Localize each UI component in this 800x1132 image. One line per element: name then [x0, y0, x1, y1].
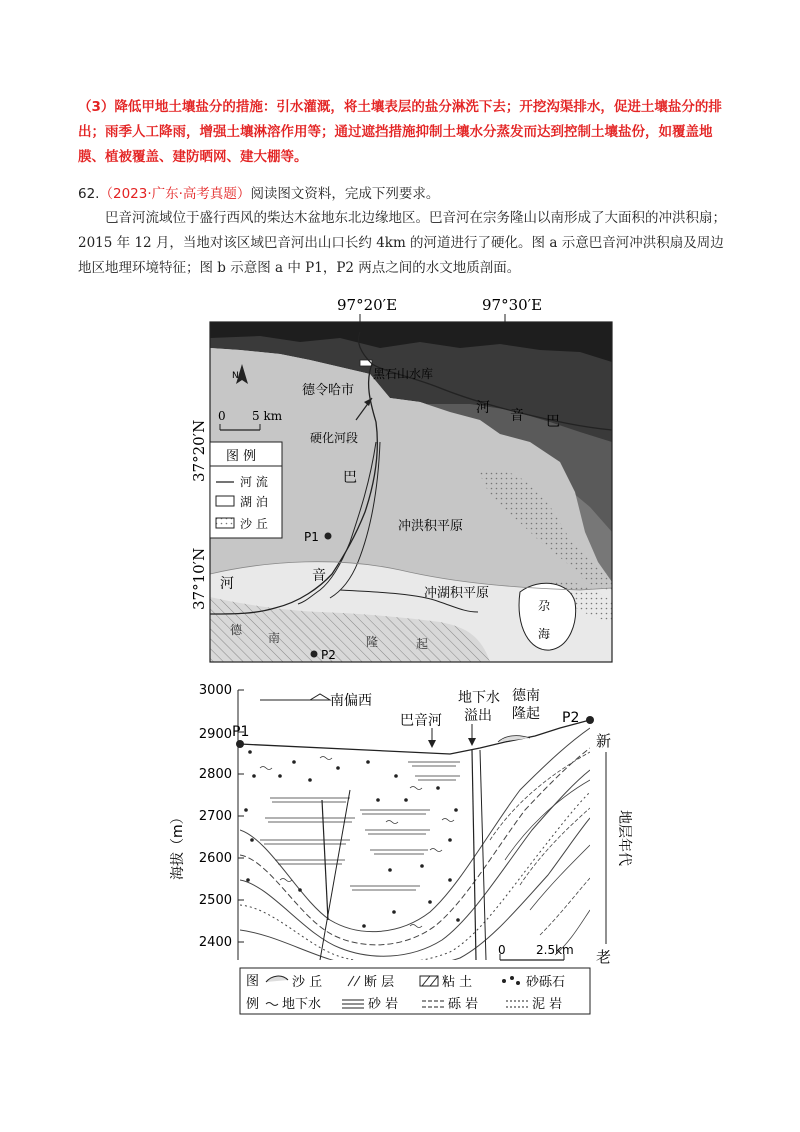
profile-legend-title-1: 图 [246, 974, 260, 989]
question-prompt: 阅读图文资料，完成下列要求。 [250, 186, 440, 202]
map-legend [210, 442, 282, 538]
legend-fault: 断 层 [364, 975, 395, 990]
y-tick-2400: 2400 [198, 935, 232, 950]
lake-label-2: 海 [538, 627, 551, 641]
uplift-label-2: 隆起 [512, 706, 540, 722]
y-tick-2500: 2500 [198, 893, 232, 908]
p1-profile-label: P1 [232, 724, 250, 740]
legend-groundwater: 地下水 [282, 997, 322, 1012]
question-source: （2023·广东·高考真题） [99, 186, 251, 202]
hardened-label: 硬化河段 [310, 431, 359, 445]
y-axis-label: 海拔（m） [170, 810, 186, 880]
map-legend-dune: 沙 丘 [240, 517, 268, 531]
river-label: 巴音河 [400, 713, 442, 729]
age-label: 地层年代 [616, 810, 632, 866]
city-label: 德令哈市 [302, 383, 355, 398]
reservoir-label: 黑石山水库 [373, 367, 434, 381]
lake-plain-label: 冲湖积平原 [424, 586, 490, 601]
uplift-4: 起 [416, 637, 429, 651]
y-tick-3000: 3000 [198, 683, 232, 698]
direction-label: 南偏西 [330, 693, 372, 709]
y-tick-2700: 2700 [198, 809, 232, 824]
age-old: 老 [596, 948, 612, 966]
lon-label-1: 97°20′E [337, 296, 398, 314]
uplift-1: 德 [230, 623, 243, 637]
figure-b-profile [160, 680, 630, 1020]
map-scale-label: 5 km [252, 409, 283, 423]
map-legend-title: 图 例 [226, 449, 257, 464]
legend-conglomerate: 砾 岩 [448, 997, 479, 1012]
figure-a-map [180, 292, 620, 674]
lat-label-2: 37°10′N [190, 547, 208, 610]
p2-map-label: P2 [321, 648, 336, 662]
legend-mudstone: 泥 岩 [532, 997, 563, 1012]
p1-map-label: P1 [304, 530, 319, 544]
lon-label-2: 97°30′E [482, 296, 543, 314]
profile-scale-end: 2.5km [536, 943, 574, 957]
river-mid: 巴 [343, 470, 357, 486]
question-number: 62. [78, 186, 100, 202]
profile-legend-title-2: 例 [246, 997, 260, 1012]
river-low-2: 音 [312, 568, 326, 584]
age-new: 新 [596, 732, 612, 750]
lat-label-1: 37°20′N [190, 419, 208, 482]
y-tick-2600: 2600 [198, 851, 232, 866]
y-tick-2900: 2900 [198, 727, 232, 742]
legend-dune: 沙 丘 [292, 975, 323, 990]
river-up-2: 音 [510, 408, 524, 424]
river-up-1: 河 [476, 400, 490, 416]
lake-label-1: 尕 [538, 599, 551, 613]
river-up-3: 巴 [546, 414, 560, 430]
profile-scale-zero: 0 [498, 943, 506, 957]
y-tick-2800: 2800 [198, 767, 232, 782]
north-label: N [232, 371, 239, 381]
uplift-2: 南 [268, 631, 281, 645]
legend-gravel: 砂砾石 [526, 975, 566, 990]
map-scale-zero: 0 [218, 409, 226, 423]
river-low-1: 河 [220, 576, 234, 592]
uplift-3: 隆 [366, 635, 379, 649]
answer-text: （3）降低甲地土壤盐分的措施：引水灌溉，将土壤表层的盐分淋洗下去；开挖沟渠排水，促进土壤盐分的排出；雨季人工降雨，增强土壤淋溶作用等；通过遮挡措施抑制土壤水分蒸发而达到控制土壤盐份，如覆盖地膜、植被覆盖、建防晒网、建大棚等。 [78, 99, 722, 165]
question-line [78, 182, 734, 207]
uplift-label-1: 德南 [512, 688, 540, 704]
legend-clay: 粘 土 [442, 975, 473, 990]
fan-plain-label: 冲洪积平原 [398, 519, 464, 534]
profile-legend [240, 968, 590, 1014]
map-legend-river: 河 流 [240, 475, 268, 489]
p2-profile-label: P2 [562, 710, 580, 726]
question-paragraph: 巴音河流域位于盛行西风的柴达木盆地东北边缘地区。巴音河在宗务隆山以南形成了大面积的冲洪积扇；2015 年 12 月，当地对该区域巴音河出山口长约 4km 的河道进行了硬化。图 a 示意巴音河冲洪积扇及周边地区地理环境特征；图 b 示意图 a 中 P1，P2 两点之间的水文地质剖面。 [78, 210, 726, 276]
map-legend-lake: 湖 泊 [240, 495, 268, 509]
spring-label-1: 地下水 [458, 690, 500, 706]
spring-label-2: 溢出 [464, 708, 492, 724]
legend-sandstone: 砂 岩 [368, 997, 399, 1012]
